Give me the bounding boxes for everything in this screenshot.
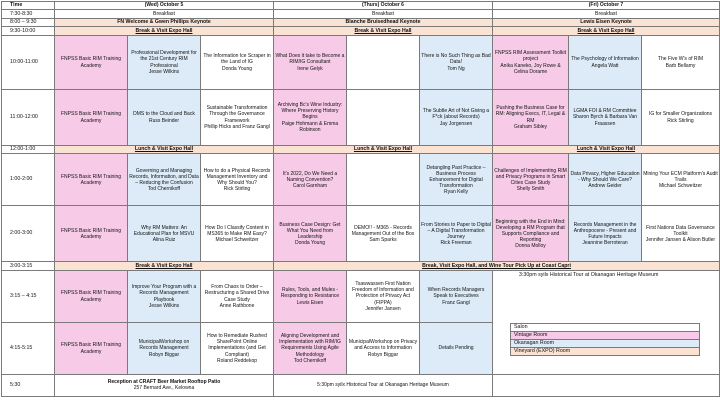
session-cell: From Chaos to Order – Restructuring a Shared Drive Case Study Anne Rathbone	[201, 270, 274, 322]
session-cell: First Nations Data Governance Toolkit Jennifer Jansen & Alison Butler	[642, 206, 720, 262]
session-cell: Beginning with the End in Mind: Developing a RM Program that Supports Compliance and Reporting Donna Molloy	[493, 206, 569, 262]
reception-address: 257 Bernard Ave., Kelowna	[133, 385, 195, 391]
session-cell: Governing and Managing Records, Information, and Data – Reducing the Confusion Tod Chernikoff	[128, 154, 201, 206]
empty-cell	[493, 374, 720, 396]
session-cell: How to do a Physical Records Management Inventory and Why Should You? Rick Stirling	[201, 154, 274, 206]
keynote-cell: Lewis Eisen Keynote	[493, 18, 720, 27]
time-cell: 9:30-10:00	[2, 27, 55, 36]
header-day2: (Thurs) October 6	[274, 2, 493, 10]
time-cell: 10:00-11:00	[2, 35, 55, 89]
session-cell: DEMO!! - M365 - Records Management Out of the Box Sam Sparks	[347, 206, 420, 262]
day3-tour-note: 3:30pm syilx Historical Tour at Okanagan Heritage Museum	[519, 271, 659, 278]
session-cell	[347, 154, 420, 206]
reception-cell	[55, 374, 274, 396]
session-cell: How to Remediate Rushed SharePoint Online Implementations (and Get Compliant) Roland Reddekop	[201, 322, 274, 374]
lunch-cell: Lunch & Visit Expo Hall	[274, 145, 493, 154]
session-cell: LGMA FOI & RM Committee Sharon Byrch & Barbara Van Fraassen	[569, 89, 642, 145]
room-legend	[510, 323, 700, 356]
session-cell: FNPSS Basic RIM Training Academy	[55, 322, 128, 374]
session-cell: Why RM Matters: An Educational Plan for MSVU Alina Ruiz	[128, 206, 201, 262]
legend-salon: Salon	[511, 323, 700, 331]
session-cell	[347, 89, 420, 145]
session-cell: MunicipalWorkshop on Records Management Robyn Biggar	[128, 322, 201, 374]
session-cell: FNPSS Basic RIM Training Academy	[55, 206, 128, 262]
session-cell: There is No Such Thing as Bad Data! Tom Ng	[420, 35, 493, 89]
session-cell: FNPSS RIM Assessment Toolkit project Anika Kaneko, Joy Rowe & Celina Dorame	[493, 35, 569, 89]
session-cell: Pushing the Business Case for RM: Aligning Execs, IT, Legal & RM Graham Sibley	[493, 89, 569, 145]
keynote-cell: FN Welcome & Gwen Phillips Keynote	[55, 18, 274, 27]
legend-vintage-room: Vintage Room	[511, 331, 700, 339]
session-cell: Challenges of Implementing RIM and Privacy Programs in Smart Cities Case Study Shelly Smith	[493, 154, 569, 206]
time-cell: 4:15-5:15	[2, 322, 55, 374]
session-cell: The Information Ice Scraper in the Land of IG Donda Young	[201, 35, 274, 89]
break-cell: Break & Visit Expo Hall	[493, 27, 720, 36]
lunch-cell: Lunch & Visit Expo Hall	[55, 145, 274, 154]
session-cell	[347, 35, 420, 89]
session-cell: Details Pending	[420, 322, 493, 374]
session-cell: The Psychology of Information Angela Watt	[569, 35, 642, 89]
legend-vineyard-room: Vineyard (EXPO) Room	[511, 347, 700, 355]
session-cell: It's 2022, Do We Need a Naming Convention? Carol Garnham	[274, 154, 347, 206]
session-cell: Sustainable Transformation Through the Governance Framework Phillip Hicks and Franz Gangl	[201, 89, 274, 145]
session-cell: Aligning Development and Implementation with RIM/IG Requirements Using Agile Methodology Tod Chernikoff	[274, 322, 347, 374]
session-cell: Rules, Tools, and Mules - Responding to Resistance Lewis Eisen	[274, 270, 347, 322]
session-cell: DMS to the Cloud and Back Russ Beinder	[128, 89, 201, 145]
session-cell: Professional Development for the 21st Century RIM Professional Jesse Wilkins	[128, 35, 201, 89]
time-cell: 3:00-3:15	[2, 262, 55, 271]
session-cell: What Does it take to Become a RIM/IG Consultant Irene Gelyk	[274, 35, 347, 89]
breakfast-cell: Breakfast	[493, 10, 720, 19]
session-cell: FNPSS Basic RIM Training Academy	[55, 35, 128, 89]
lunch-cell: Lunch & Visit Expo Hall	[493, 145, 720, 154]
session-cell: The Subtle Art of Not Giving a F*ck (about Records) Jay Jorgensen	[420, 89, 493, 145]
time-cell: 1:00-2:00	[2, 154, 55, 206]
break-cell: Break, Visit Expo Hall, and Wine Tour Pick Up at Coast Capri	[274, 262, 720, 271]
break-cell: Break & Visit Expo Hall	[55, 27, 274, 36]
session-cell: From Stories to Paper to Digital – A Digital Transformation Journey Rick Freeman	[420, 206, 493, 262]
header-time: Time	[2, 2, 55, 10]
session-cell: How Do I Classify Content in MS365 to Make RM Easy? Michael Schweitzer	[201, 206, 274, 262]
session-cell: IG for Smaller Organizations Rick Stirling	[642, 89, 720, 145]
keynote-cell: Blanche Bruisedhead Keynote	[274, 18, 493, 27]
legend-okanagan-room: Okanagan Room	[511, 339, 700, 347]
break-cell: Break & Visit Expo Hall	[55, 262, 274, 271]
header-day1: (Wed) October 5	[55, 2, 274, 10]
time-cell: 8:00 – 9:30	[2, 18, 55, 27]
session-cell: Detangling Past Practice – Business Process Enhancement for Digital Transformation Ryan Kelly	[420, 154, 493, 206]
tour-cell: 5:30pm syilx Historical Tour at Okanagan Heritage Museum	[274, 374, 493, 396]
schedule-table	[1, 1, 720, 397]
time-cell: 7:30-8:30	[2, 10, 55, 19]
break-cell: Break & Visit Expo Hall	[274, 27, 493, 36]
session-cell: FNPSS Basic RIM Training Academy	[55, 89, 128, 145]
session-cell: Records Management in the Anthropocene - Present and Future Impacts Jeannine Berroteran	[569, 206, 642, 262]
time-cell: 12:00-1:00	[2, 145, 55, 154]
day3-evening-area	[493, 270, 720, 374]
breakfast-cell: Breakfast	[55, 10, 274, 19]
time-cell: 11:00-12:00	[2, 89, 55, 145]
session-cell: Business Case Design: Get What You Need from Leadership Donda Young	[274, 206, 347, 262]
time-cell: 3:15 – 4:15	[2, 270, 55, 322]
session-cell: When Records Managers Speak to Executives Franz Gangl	[420, 270, 493, 322]
time-cell: 5:30	[2, 374, 55, 396]
session-cell: Archiving Bc's Wine Industry: Where Preserving History Begins Paige Hohmann & Emma Robinson	[274, 89, 347, 145]
session-cell: FNPSS Basic RIM Training Academy	[55, 154, 128, 206]
session-cell: Mining Your ECM Platform's Audit Trails Michael Schweitzer	[642, 154, 720, 206]
session-cell: Data Privacy, Higher Education - Why Should We Care? Andrew Geider	[569, 154, 642, 206]
breakfast-cell: Breakfast	[274, 10, 493, 19]
session-cell: The Five W's of RIM Barb Bellamy	[642, 35, 720, 89]
session-cell: Improve Your Program with a Records Management Playbook Jesse Wilkins	[128, 270, 201, 322]
session-cell: MunicipalWorkshop on Privacy and Access to Information Robyn Biggar	[347, 322, 420, 374]
session-cell: FNPSS Basic RIM Training Academy	[55, 270, 128, 322]
reception-title: Reception at CRAFT Beer Market Rooftop Patio	[107, 378, 221, 385]
session-cell: Tsawwassen First Nation Freedom of Information and Protection of Privacy Act (FIPPA) Jennifer Jansen	[347, 270, 420, 322]
header-day3: (Fri) October 7	[493, 2, 720, 10]
time-cell: 2:00-3:00	[2, 206, 55, 262]
